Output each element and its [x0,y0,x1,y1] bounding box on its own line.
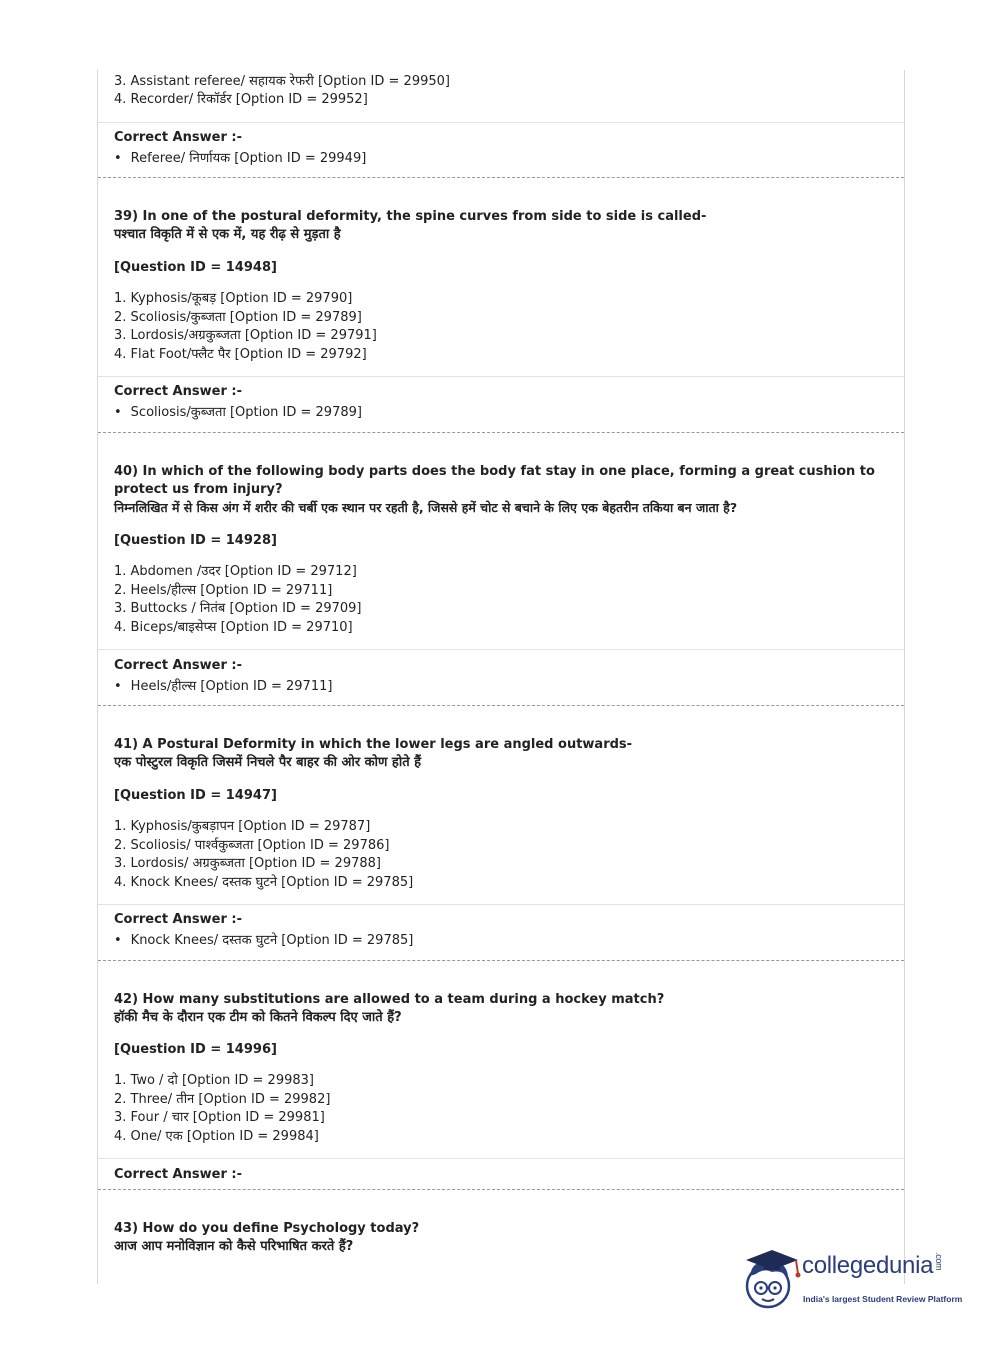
option-text: 2. Scoliosis/ पार्श्वकुब्जता [Option ID = 29786] [114,838,390,853]
option-text: 4. Recorder/ रिकॉर्डर [Option ID = 29952] [114,92,368,107]
option-text: 3. Four / चार [Option ID = 29981] [114,1110,325,1125]
separator [98,904,904,905]
question-hindi: आज आप मनोविज्ञान को कैसे परिभाषित करते हैं? [114,1239,354,1254]
question-hindi: हॉकी मैच के दौरान एक टीम को कितने विकल्प दिए जाते हैं? [114,1010,402,1025]
logo-suffix: .com [934,1252,945,1271]
option-text: 1. Kyphosis/कुबड़ापन [Option ID = 29787] [114,819,371,834]
separator [98,1158,904,1159]
question-id: [Question ID = 14948] [114,260,277,275]
option-text: 2. Heels/हील्स [Option ID = 29711] [114,583,333,598]
question-40 [114,463,894,517]
question-divider [98,705,904,706]
question-id: [Question ID = 14947] [114,788,277,803]
question-divider [98,177,904,178]
correct-answer-label: Correct Answer :- [114,130,242,145]
option-text: 4. Flat Foot/फ्लैट पैर [Option ID = 29792] [114,347,367,362]
logo-wordmark: collegedunia.com [802,1252,945,1279]
option-text: 3. Lordosis/अग्रकुब्जता [Option ID = 29791] [114,328,377,343]
correct-answer-label: Correct Answer :- [114,658,242,673]
correct-answer-label: Correct Answer :- [114,1167,242,1182]
option-text: 3. Assistant referee/ सहायक रेफरी [Option ID = 29950] [114,74,450,89]
question-39 [114,208,894,244]
question-divider [98,960,904,961]
option-text: 3. Lordosis/ अग्रकुब्जता [Option ID = 29788] [114,856,381,871]
correct-answer: • Knock Knees/ दस्तक घुटने [Option ID = 29785] [114,932,413,950]
question-hindi: पश्चात विकृति में से एक में, यह रीढ़ से मुड़ता है [114,227,341,242]
question-divider [98,1189,904,1190]
correct-answer: • Heels/हील्स [Option ID = 29711] [114,678,332,696]
option-text: 2. Three/ तीन [Option ID = 29982] [114,1092,331,1107]
question-hindi: एक पोस्टुरल विकृति जिसमें निचले पैर बाहर की ओर कोण होते हैं [114,755,422,770]
question-title: 40) In which of the following body parts does the body fat stay in one place, forming a great cushion to protect us from injury? [114,464,875,497]
correct-answer-label: Correct Answer :- [114,912,242,927]
question-divider [98,432,904,433]
option-text: 4. Biceps/बाइसेप्स [Option ID = 29710] [114,620,353,635]
question-41 [114,736,894,772]
question-paper-page [97,70,905,1284]
correct-answer-label: Correct Answer :- [114,384,242,399]
option-text: 3. Buttocks / नितंब [Option ID = 29709] [114,601,362,616]
question-id: [Question ID = 14928] [114,533,277,548]
question-id: [Question ID = 14996] [114,1042,277,1057]
logo-tagline: India's largest Student Review Platform [803,1294,963,1304]
question-title: 41) A Postural Deformity in which the lower legs are angled outwards- [114,737,633,752]
option-text: 1. Kyphosis/कूबड़ [Option ID = 29790] [114,291,353,306]
question-42 [114,991,894,1027]
option-text: 1. Two / दो [Option ID = 29983] [114,1073,314,1088]
correct-answer: • Referee/ निर्णायक [Option ID = 29949] [114,150,366,168]
collegedunia-logo [742,1246,972,1316]
question-title: 42) How many substitutions are allowed to a team during a hockey match? [114,992,665,1007]
option-text: 4. One/ एक [Option ID = 29984] [114,1129,319,1144]
correct-answer: • Scoliosis/कुब्जता [Option ID = 29789] [114,404,362,422]
question-title: 39) In one of the postural deformity, the spine curves from side to side is called- [114,209,707,224]
option-text: 4. Knock Knees/ दस्तक घुटने [Option ID = 29785] [114,875,414,890]
question-hindi: निम्नलिखित में से किस अंग में शरीर की चर्बी एक स्थान पर रहती है, जिससे हमें चोट से बचाने के लिए एक बेहतरीन तकिया बन जाता है? [114,500,738,515]
separator [98,122,904,123]
question-title: 43) How do you define Psychology today? [114,1221,420,1236]
option-text: 1. Abdomen /उदर [Option ID = 29712] [114,564,357,579]
separator [98,376,904,377]
option-text: 2. Scoliosis/कुब्जता [Option ID = 29789] [114,310,362,325]
separator [98,649,904,650]
mascot-icon [742,1246,802,1310]
